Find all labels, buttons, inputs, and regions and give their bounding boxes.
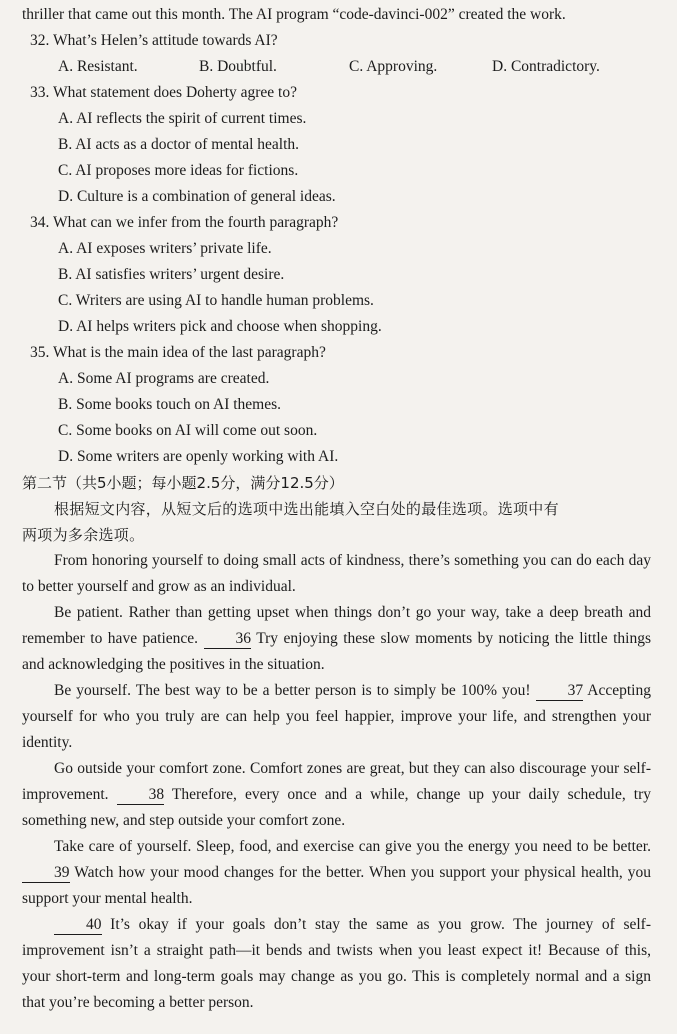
option-33-a[interactable]: A. AI reflects the spirit of current times. [58,110,307,127]
section-header: 第二节（共5小题；每小题2.5分，满分12.5分） [22,474,344,492]
option-34-d[interactable]: D. AI helps writers pick and choose when shopping. [58,318,382,335]
option-32-c[interactable]: C. Approving. [349,58,438,75]
option-34-b[interactable]: B. AI satisfies writers’ urgent desire. [58,266,285,283]
option-34-c[interactable]: C. Writers are using AI to handle human problems. [58,292,374,309]
passage-paragraph-6 [22,912,651,1016]
paragraph-5-text-b: Watch how your mood changes for the better. When you support your physical health, you support your mental health. [22,864,651,907]
paragraph-6-text: It’s okay if your goals don’t stay the same as you grow. The journey of self-improvement isn’t a straight path—it bends and twists when you least expect it! Because of this, your short-term and long-term goals may change as you go. This is completely normal and a sign that you’re becoming a better person. [22,916,652,1011]
passage-continuation-line: thriller that came out this month. The AI program “code-davinci-002” created the work. [22,6,566,23]
question-33: 33. What statement does Doherty agree to? [30,84,297,101]
question-32: 32. What’s Helen’s attitude towards AI? [30,32,278,49]
blank-36[interactable]: 36 [204,630,252,649]
option-32-b[interactable]: B. Doubtful. [199,58,277,75]
passage-paragraph-4 [22,756,651,834]
question-35: 35. What is the main idea of the last paragraph? [30,344,326,361]
option-33-c[interactable]: C. AI proposes more ideas for fictions. [58,162,299,179]
question-34: 34. What can we infer from the fourth paragraph? [30,214,339,231]
instruction-line-1: 根据短文内容，从短文后的选项中选出能填入空白处的最佳选项。选项中有 [54,500,559,518]
instruction-line-2: 两项为多余选项。 [22,526,145,544]
passage-paragraph-1: From honoring yourself to doing small acts of kindness, there’s something you can do each day to better yourself and grow as an individual. [22,552,651,595]
paragraph-3-text-a: Be yourself. The best way to be a better person is to simply be 100% you! [54,682,531,699]
blank-39[interactable]: 39 [22,864,70,883]
option-32-a[interactable]: A. Resistant. [58,58,138,75]
option-33-d[interactable]: D. Culture is a combination of general ideas. [58,188,336,205]
blank-40[interactable]: 40 [54,916,102,935]
option-35-c[interactable]: C. Some books on AI will come out soon. [58,422,318,439]
option-35-a[interactable]: A. Some AI programs are created. [58,370,270,387]
option-35-d[interactable]: D. Some writers are openly working with AI. [58,448,339,465]
blank-38[interactable]: 38 [117,786,165,805]
option-33-b[interactable]: B. AI acts as a doctor of mental health. [58,136,300,153]
passage-paragraph-5 [22,834,651,912]
paragraph-4-text-a: Go outside your comfort zone. Comfort zones are great, but they can also discourage your self-improvement. [22,760,651,803]
option-32-d[interactable]: D. Contradictory. [492,58,600,75]
paragraph-3-text-b: Accepting yourself for who you truly are can help you feel happier, improve your life, and strengthen your identity. [22,682,651,751]
passage-paragraph-3 [22,678,651,756]
paragraph-4-text-b: Therefore, every once and a while, change up your daily schedule, try something new, and step outside your comfort zone. [22,786,651,829]
option-35-b[interactable]: B. Some books touch on AI themes. [58,396,282,413]
passage-paragraph-2 [22,600,651,678]
blank-37[interactable]: 37 [536,682,584,701]
question-32-options [22,54,651,80]
paragraph-5-text-a: Take care of yourself. Sleep, food, and exercise can give you the energy you need to be better. [54,838,651,855]
option-34-a[interactable]: A. AI exposes writers’ private life. [58,240,272,257]
paragraph-2-text-b: Try enjoying these slow moments by noticing the little things and acknowledging the positives in the situation. [22,630,651,673]
paragraph-2-text-a: Be patient. Rather than getting upset when things don’t go your way, take a deep breath and remember to have patience. [22,604,651,647]
